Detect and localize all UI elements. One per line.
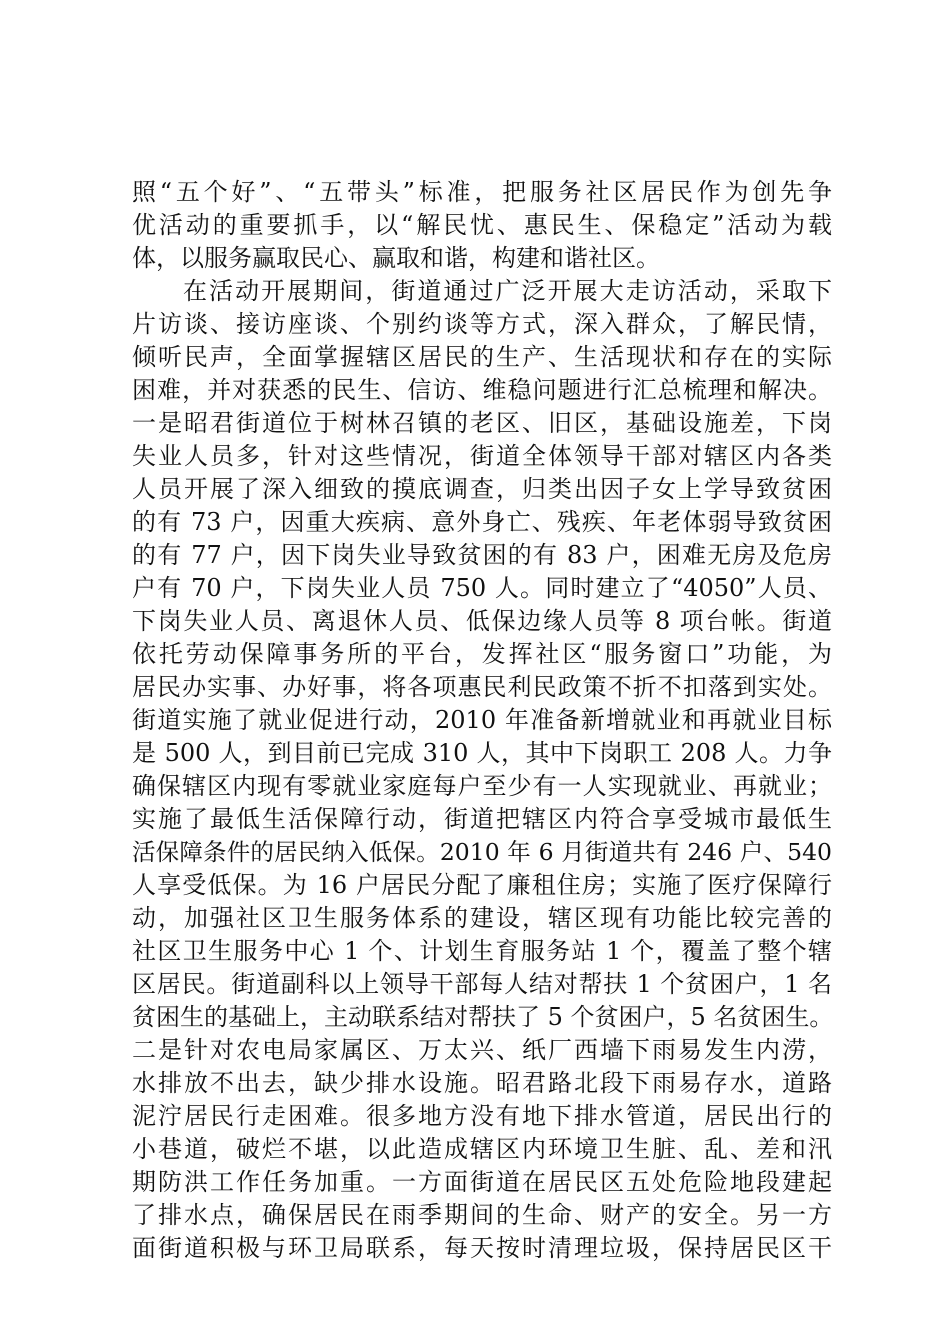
- text-line: 二是针对农电局家属区、万太兴、纸厂西墙下雨易发生内涝，: [132, 1036, 832, 1064]
- text-line: 街道实施了就业促进行动，2010 年准备新增就业和再就业目标: [132, 706, 832, 734]
- text-line: 面街道积极与环卫局联系，每天按时清理垃圾，保持居民区干: [132, 1234, 832, 1262]
- text-line: 期防洪工作任务加重。一方面街道在居民区五处危险地段建起: [132, 1168, 832, 1196]
- text-line: 依托劳动保障事务所的平台，发挥社区“服务窗口”功能，为: [132, 640, 832, 668]
- text-line: 人员开展了深入细致的摸底调查，归类出因子女上学导致贫困: [132, 475, 832, 503]
- text-line: 的有 73 户，因重大疾病、意外身亡、残疾、年老体弱导致贫困: [132, 508, 832, 536]
- text-line: 是 500 人，到目前已完成 310 人，其中下岗职工 208 人。力争: [132, 739, 832, 767]
- text-line: 在活动开展期间，街道通过广泛开展大走访活动，采取下: [183, 277, 832, 305]
- text-line: 下岗失业人员、离退休人员、低保边缘人员等 8 项台帐。街道: [132, 607, 832, 635]
- text-line: 活保障条件的居民纳入低保。2010 年 6 月街道共有 246 户、540: [132, 838, 832, 866]
- text-line: 片访谈、接访座谈、个别约谈等方式，深入群众，了解民情，: [132, 310, 832, 338]
- text-line: 失业人员多，针对这些情况，街道全体领导干部对辖区内各类: [132, 442, 832, 470]
- text-line: 了排水点，确保居民在雨季期间的生命、财产的安全。另一方: [132, 1201, 832, 1229]
- text-line: 的有 77 户，因下岗失业导致贫困的有 83 户，困难无房及危房: [132, 541, 832, 569]
- text-line: 水排放不出去，缺少排水设施。昭君路北段下雨易存水，道路: [132, 1069, 832, 1097]
- text-line: 优活动的重要抓手，以“解民忧、惠民生、保稳定”活动为载: [132, 211, 832, 239]
- text-line: 泥泞居民行走困难。很多地方没有地下排水管道，居民出行的: [132, 1102, 832, 1130]
- text-line: 倾听民声，全面掌握辖区居民的生产、生活现状和存在的实际: [132, 343, 832, 371]
- text-line: 确保辖区内现有零就业家庭每户至少有一人实现就业、再就业；: [132, 772, 832, 800]
- body-text: [132, 176, 832, 1265]
- text-line: 户有 70 户，下岗失业人员 750 人。同时建立了“4050”人员、: [132, 574, 832, 602]
- text-line: 一是昭君街道位于树林召镇的老区、旧区，基础设施差，下岗: [132, 409, 832, 437]
- text-line: 动，加强社区卫生服务体系的建设，辖区现有功能比较完善的: [132, 904, 832, 932]
- text-line: 困难，并对获悉的民生、信访、维稳问题进行汇总梳理和解决。: [132, 376, 832, 404]
- text-line: 贫困生的基础上，主动联系结对帮扶了 5 个贫困户，5 名贫困生。: [132, 1003, 834, 1031]
- text-line: 居民办实事、办好事，将各项惠民利民政策不折不扣落到实处。: [132, 673, 832, 701]
- text-line: 体，以服务赢取民心、赢取和谐，构建和谐社区。: [132, 244, 660, 272]
- text-line: 小巷道，破烂不堪，以此造成辖区内环境卫生脏、乱、差和汛: [132, 1135, 832, 1163]
- text-line: 区居民。街道副科以上领导干部每人结对帮扶 1 个贫困户，1 名: [132, 970, 832, 998]
- text-line: 实施了最低生活保障行动，街道把辖区内符合享受城市最低生: [132, 805, 832, 833]
- text-line: 照“五个好”、“五带头”标准，把服务社区居民作为创先争: [132, 178, 832, 206]
- text-line: 社区卫生服务中心 1 个、计划生育服务站 1 个，覆盖了整个辖: [132, 937, 832, 965]
- text-line: 人享受低保。为 16 户居民分配了廉租住房；实施了医疗保障行: [132, 871, 832, 899]
